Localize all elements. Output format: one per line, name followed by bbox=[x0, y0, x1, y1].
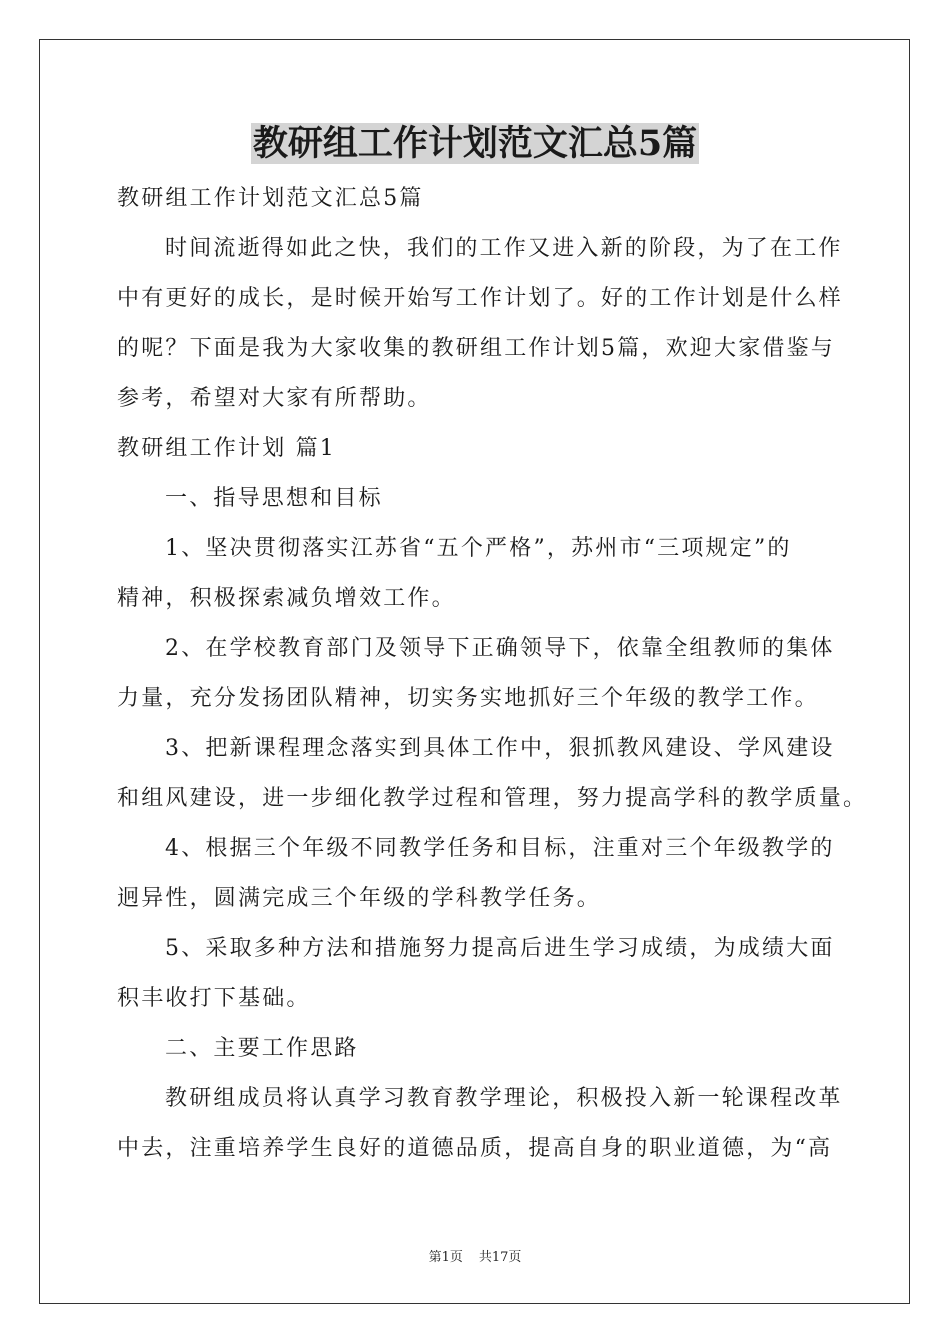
body-text-line: 4、根据三个年级不同教学任务和目标，注重对三个年级教学的 bbox=[165, 836, 835, 861]
body-text-line: 积丰收打下基础。 bbox=[117, 986, 311, 1011]
body-text-line: 迥异性，圆满完成三个年级的学科教学任务。 bbox=[117, 886, 602, 911]
body-text-line: 时间流逝得如此之快，我们的工作又进入新的阶段，为了在工作 bbox=[165, 236, 843, 261]
body-text-line: 教研组成员将认真学习教育教学理论，积极投入新一轮课程改革 bbox=[165, 1086, 843, 1111]
document-title-text: 教研组工作计划范文汇总5篇 bbox=[252, 123, 698, 164]
body-text-line: 力量，充分发扬团队精神，切实务实地抓好三个年级的教学工作。 bbox=[117, 686, 819, 711]
page-footer bbox=[0, 1246, 950, 1265]
body-text-line: 3、把新课程理念落实到具体工作中，狠抓教风建设、学风建设 bbox=[165, 736, 835, 761]
body-text-line: 教研组工作计划 篇1 bbox=[117, 436, 336, 461]
body-text-line: 参考，希望对大家有所帮助。 bbox=[117, 386, 432, 411]
body-text-line: 精神，积极探索减负增效工作。 bbox=[117, 586, 456, 611]
page-total: 共17页 bbox=[478, 1250, 522, 1265]
body-text-line: 中去，注重培养学生良好的道德品质，提高自身的职业道德，为“高 bbox=[117, 1136, 833, 1161]
body-text-line: 1、坚决贯彻落实江苏省“五个严格”，苏州市“三项规定”的 bbox=[165, 536, 792, 561]
body-text-line: 中有更好的成长，是时候开始写工作计划了。好的工作计划是什么样 bbox=[117, 286, 844, 311]
document-title bbox=[0, 120, 950, 168]
document-body bbox=[117, 174, 868, 1174]
body-text-line: 教研组工作计划范文汇总5篇 bbox=[117, 186, 424, 211]
page-number: 第1页 bbox=[428, 1250, 463, 1265]
body-text-line: 5、采取多种方法和措施努力提高后进生学习成绩，为成绩大面 bbox=[165, 936, 835, 961]
body-text-line: 和组风建设，进一步细化教学过程和管理，努力提高学科的教学质量。 bbox=[117, 786, 868, 811]
body-text-line: 2、在学校教育部门及领导下正确领导下，依靠全组教师的集体 bbox=[165, 636, 835, 661]
body-text-line: 的呢？下面是我为大家收集的教研组工作计划5篇，欢迎大家借鉴与 bbox=[117, 336, 835, 361]
body-text-line: 一、指导思想和目标 bbox=[165, 486, 383, 511]
body-text-line: 二、主要工作思路 bbox=[165, 1036, 359, 1061]
